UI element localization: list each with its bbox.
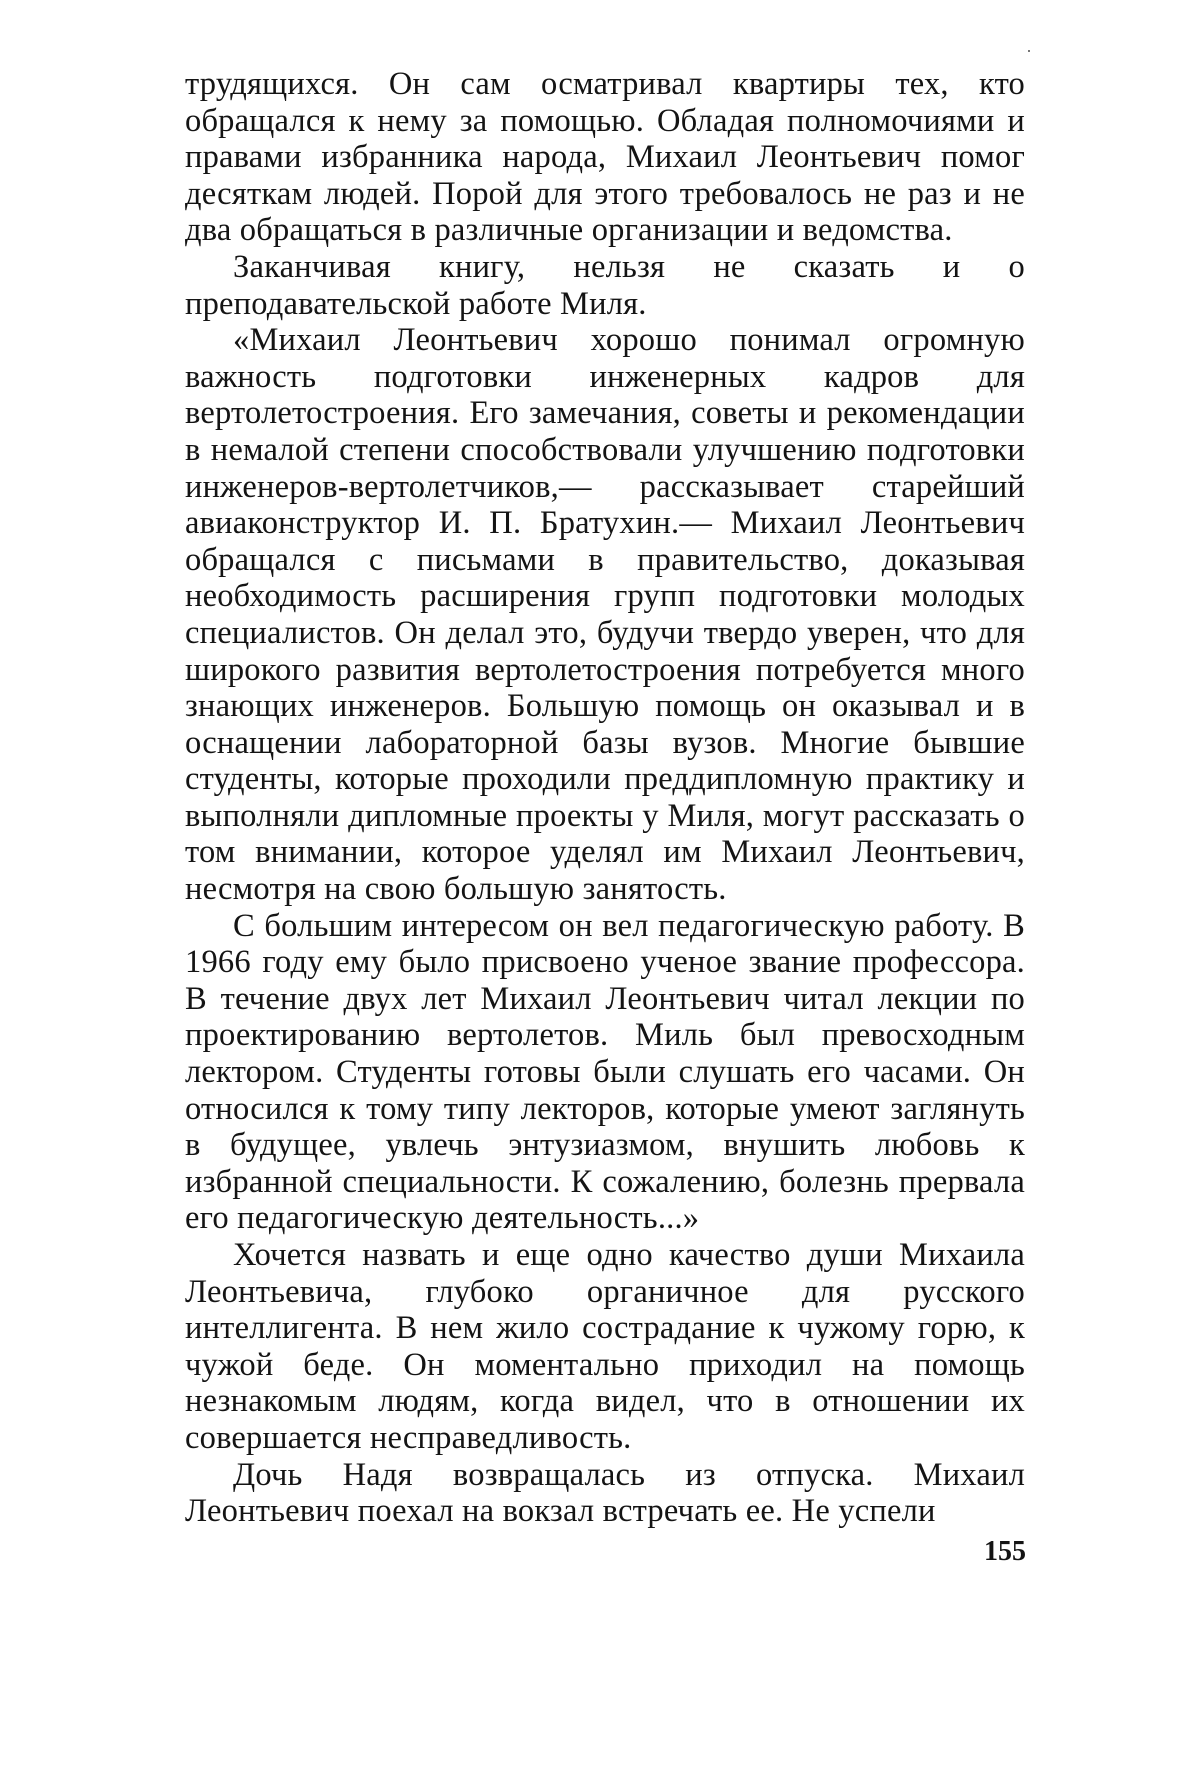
body-text	[185, 66, 1025, 1530]
scan-speck	[1028, 50, 1030, 52]
paragraph-daughter-nadya: Дочь Надя возвращалась из отпуска. Михаил Леонтьевич поехал на вокзал встречать ее. Не успели	[185, 1456, 1025, 1530]
page-number: 155	[984, 1536, 1026, 1567]
paragraph-teaching-intro: Заканчивая книгу, нельзя не сказать и о преподавательской работе Миля.	[185, 248, 1025, 322]
paragraph-continuation: трудящихся. Он сам осматривал квартиры тех, кто обращался к нему за помощью. Обладая полномочиями и правами избранника народа, Михаил Леонтьевич помог десяткам людей. Порой для этого требовалось не раз и не два обращаться в различные организации и ведомства.	[185, 66, 1025, 249]
paragraph-bratukhin-quote: «Михаил Леонтьевич хорошо понимал огромную важность подготовки инженерных кадров для вертолетостроения. Его замечания, советы и рекомендации в немалой степени способствовали улучшению подготовки инженеров-вертолетчиков,— рассказывает старейший авиаконструктор И. П. Братухин.— Михаил Леонтьевич обращался с письмами в правительство, доказывая необходимость расширения групп подготовки молодых специалистов. Он делал это, будучи твердо уверен, что для широкого развития вертолетостроения потребуется много знающих инженеров. Большую помощь он оказывал и в оснащении лабораторной базы вузов. Многие бывшие студенты, которые проходили преддипломную практику и выполняли дипломные проекты у Миля, могут рассказать о том внимании, которое уделял им Михаил Леонтьевич, несмотря на свою большую занятость.	[185, 322, 1025, 908]
paragraph-compassion: Хочется назвать и еще одно качество души Михаила Леонтьевича, глубоко органичное для русского интеллигента. В нем жило сострадание к чужому горю, к чужой беде. Он моментально приходил на помощь незнакомым людям, когда видел, что в отношении их совершается несправедливость.	[185, 1237, 1025, 1456]
paragraph-pedagogical-work: С большим интересом он вел педагогическую работу. В 1966 году ему было присвоено ученое звание профессора. В течение двух лет Михаил Леонтьевич читал лекции по проектированию вертолетов. Миль был превосходным лектором. Студенты готовы были слушать его часами. Он относился к тому типу лекторов, которые умеют заглянуть в будущее, увлечь энтузиазмом, внушить любовь к избранной специальности. К сожалению, болезнь прервала его педагогическую деятельность...»	[185, 907, 1025, 1237]
